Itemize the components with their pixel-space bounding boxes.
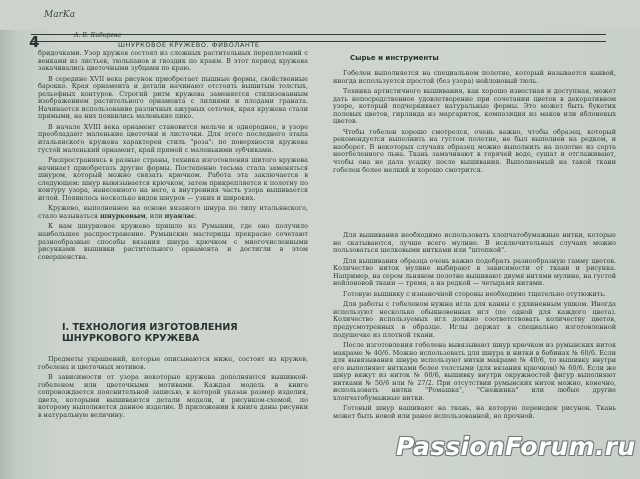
paragraph: Гобелен выполняется на специальном полотне, который называется канвой, иногда используется простой (без узора) нейлоновый тюль. xyxy=(333,69,616,85)
page-number: 4 xyxy=(29,33,40,51)
running-title: ШНУРКОВОЕ КРУЖЕВО. ФИВОЛАНТЕ xyxy=(118,41,260,49)
paragraph: Техника артистичного вышивания, как хорошо известная и доступная, может дать непосредственное удовлетворение при сочетании цветов в декоративном узоре, который подчеркивает натуральные формы. Это может быть букетик полевых цветов, гирлянда из маргариток, композиция из маков или яблоневых цветов. xyxy=(333,87,616,126)
author-name: А. В. Кибирева xyxy=(74,32,122,39)
paragraph: В зависимости от узора некоторые кружева дополняются вышивкой-гобеленом или цветочными мотивами. Каждая модель в книге сопровождается пояснительной записью, в которой указан размер изделия, цвета, которыми вышиваются детали модели, и рисунком-схемой, по которому выполняется данное изделие. В приложении к книге даны рисунки в натуральную величину. xyxy=(38,373,308,419)
paragraph: В начале XVIII века орнамент становится мельче и однороднее, в узоре преобладают маленькие цветочки и листочки. Для этого последнего этапа итальянского кружева характерен стиль "роза": по поверхности кружева густой маленький орнамент, край прямой с маленькими зубчиками. xyxy=(38,122,308,154)
paragraph: К нам шнурковое кружево пришло из Румынии, где оно получило наибольшее распространение. Румынские мастерицы прекрасно сочетают разнообразные способы вязания шнура крючком с многочисленными рисунками вышивки растительного орнамента и достигли в этом совершенства. xyxy=(38,222,308,261)
term-bold: пуанлас xyxy=(164,211,195,220)
term-bold: шнурковым xyxy=(100,211,146,220)
paragraph xyxy=(38,205,308,220)
paragraph: Предметы украшений, которые описываются ниже, состоят из кружев, гобелена и цветочных мотивов. xyxy=(38,355,308,371)
site-watermark: PassionForum.ru xyxy=(396,432,636,461)
top-band xyxy=(0,0,640,30)
paragraph: Распространяясь в разные страны, техника изготовления шитого кружева начинает приобретать другие формы. Постепенно тесьма стала заменяться шнуром, который можно связать крючком. Работа эта заключается в следующем: шнур вывязывается крючком, затем прикрепляется к полотну по контуру узора, нанесенного на него, а внутренняя часть узора вышивается иглой. Появилось несколько видов шнуров — узких и широких. xyxy=(38,156,308,202)
brand-logo: MarKa xyxy=(44,10,75,20)
text-run: . xyxy=(194,211,197,220)
paragraph: Для вышивания необходимо использовать хлопчатобумажные нитки, которые не скатываются, лучше всего мулине. В исключительных случаях можно пользоваться шелковыми нитками или "штопкой". xyxy=(333,231,616,255)
paragraph: После изготовления гобелена вывязывают шнур крючком из румынских ниток макраме № 40/6. Можно использовать для шнура и нитки в бобинах № 60/6. Если для вывязывания шнура используют нитки макраме № 40/6, то вышивку внутри его выполняют нитками более толстыми (для вязания крючком) № 60/6. Если же шнур вяжут из ниток № 60/6, вышивку внутри окружностей фигур выполняют нитками № 50/6 или № 27/2. При отсутствии румынских ниток можно, конечно, использовать нитки "Ромашка", "Снежинка" или любые другие хлопчатобумажные нитки. xyxy=(333,341,616,402)
paragraph: Чтобы гобелен хорошо смотрелся, очень важно, чтобы образец, который рекомендуется выполнить на густом полотне, не был выполнен на редком, и наоборот. В некоторых случаях образец можно выполнить на полотне из сорта неотбеленного льна. Ткань замачивают в горячей воде, сушат и отглаживают, чтобы она не дала усадку после вышивания. Выполненный на такой ткани гобелен более мелкий и хорошо смотрится. xyxy=(333,127,616,174)
text-run: , или xyxy=(145,211,165,220)
paragraph: В середине XVII века рисунок приобретает пышные формы, свойственные барокко. Края орнамента и детали начинают отстоять вышитым толстых, рельефных контуров. Строгий ритм кружева заменяется стилизованным изображением растительного орнамента с лилиями и плодами граната. Начинается использование различных ажурных сеточек, края кружева стали прямыми, на них появились маленькие пико. xyxy=(38,74,308,121)
paragraph: Готовый шнур нашивают на ткань, на которую переведен рисунок. Ткань может быть новой или ранее использованной, но прочной. xyxy=(333,404,616,421)
paragraph: Готовую вышивку с изнаночной стороны необходимо тщательно отутюжить. xyxy=(343,289,606,298)
paragraph: Для вышивания образца очень важно подобрать разнообразную гамму цветов. Количество ниток мулине выбирают в зависимости от ткани и рисунка. Например, на сером льняном полотне вышивают двумя нитями мулине, на густой нейлоновой ткани — тремя, а на редкой — четырьмя нитями. xyxy=(333,256,616,288)
left-column xyxy=(38,50,308,264)
paragraph: бридочками. Узор кружев состоял из сложных растительных переплетений с венками из листьев, тюльпанов и гвоздик по краям. В этот период кружева закачивались цветочными зубцами по краю. xyxy=(38,49,308,73)
text-run: Кружево, выполненное на основе вязаного шнура по типу итальянского, стало называться xyxy=(38,204,308,220)
right-column xyxy=(333,70,616,177)
left-column-lower xyxy=(38,356,308,422)
chapter-heading: I. ТЕХНОЛОГИЯ ИЗГОТОВЛЕНИЯ ШНУРКОВОГО КРУЖЕВА xyxy=(62,322,238,344)
paragraph: Для работы с гобеленом нужна игла для канвы с удлиненным ушком. Иногда используют несколько обыкновенных игл (по одной для каждого цвета). Количество используемых игл должно соответствовать количеству цветов, предусмотренных в образце. Иглы держат в специально изготовленной подушечке из плотной ткани. xyxy=(333,300,616,339)
section-heading: Сырье и инструменты xyxy=(350,54,439,62)
right-column-lower xyxy=(333,232,616,424)
